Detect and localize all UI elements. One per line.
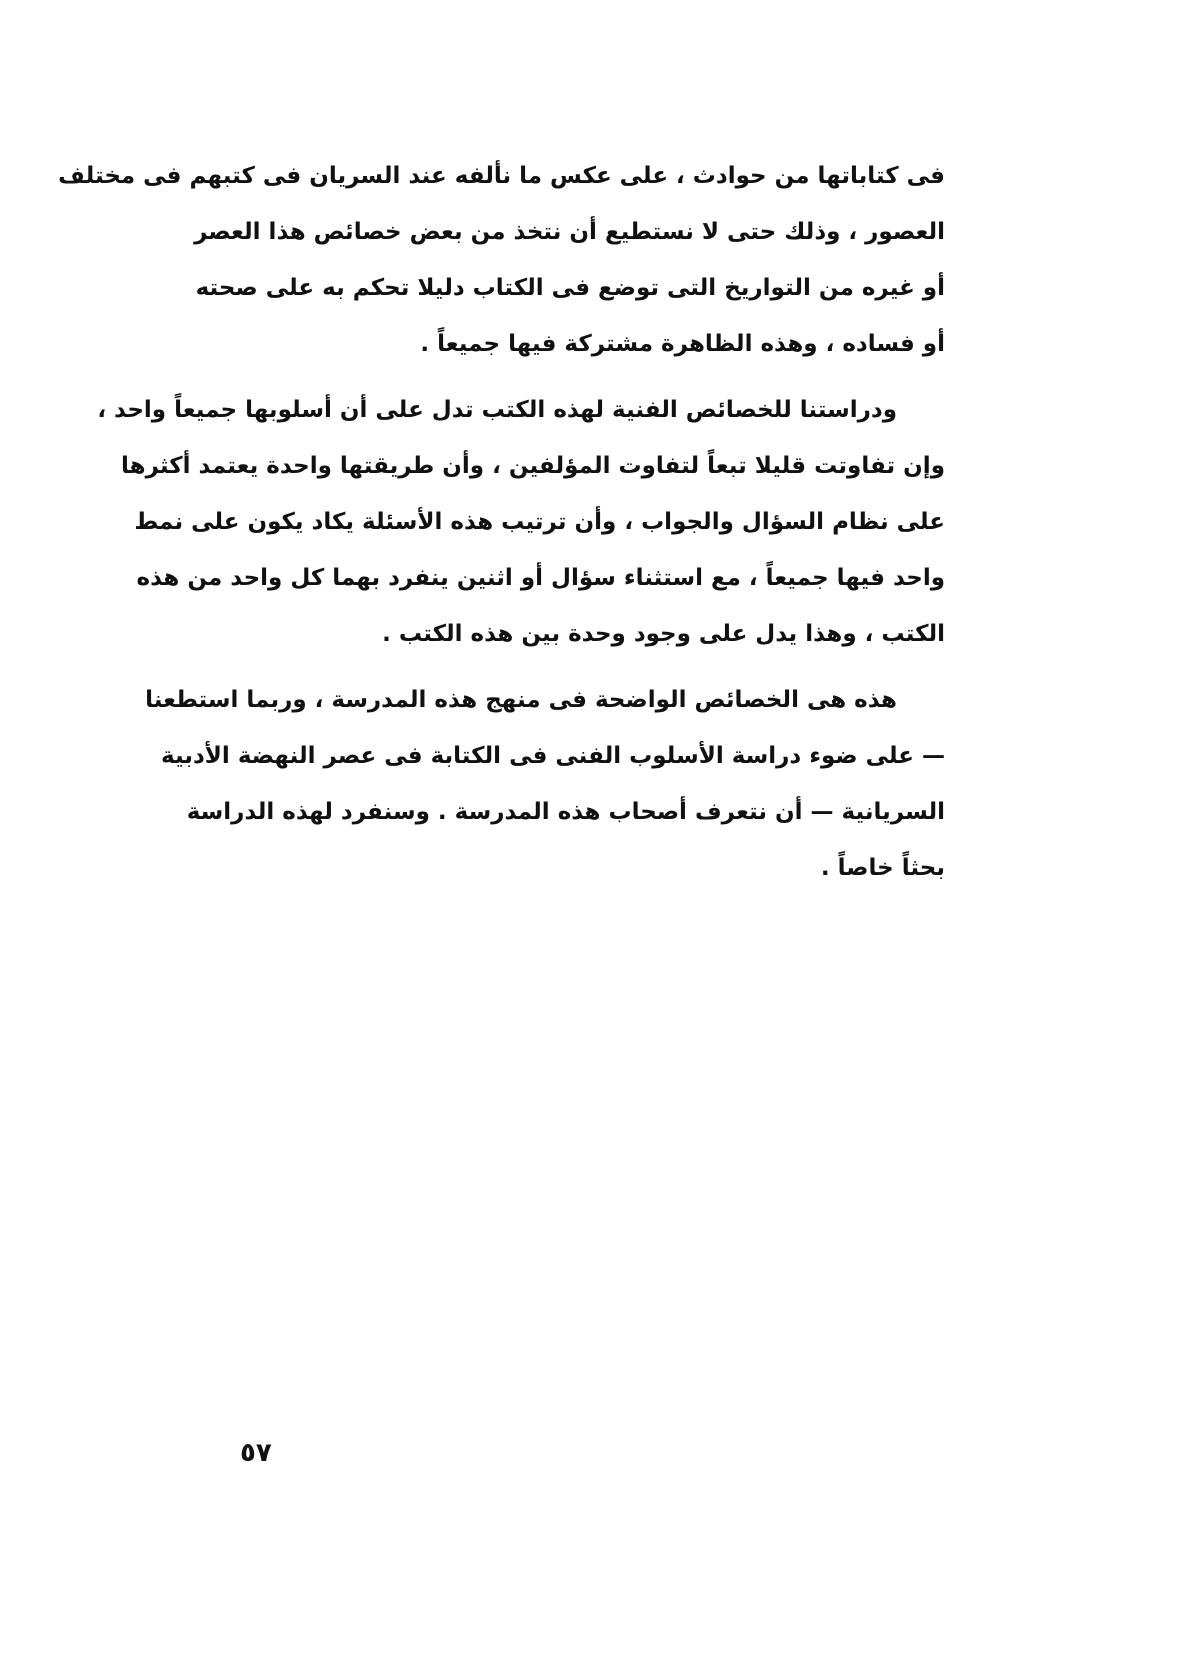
text-line: الكتب ، وهذا يدل على وجود وحدة بين هذه الكتب . [382, 621, 945, 647]
text-line: فى كتاباتها من حوادث ، على عكس ما نألفه عند السريان فى كتبهم فى مختلف [58, 163, 945, 189]
text-line: واحد فيها جميعاً ، مع استثناء سؤال أو اثنين ينفرد بهما كل واحد من هذه [136, 565, 945, 591]
text-line: على نظام السؤال والجواب ، وأن ترتيب هذه الأسئلة يكاد يكون على نمط [134, 509, 945, 535]
text-line: وإن تفاوتت قليلا تبعاً لتفاوت المؤلفين ، وأن طريقتها واحدة يعتمد أكثرها [121, 453, 945, 479]
text-line: أو فساده ، وهذه الظاهرة مشتركة فيها جميعاً . [420, 331, 945, 357]
body-text [58, 148, 945, 896]
text-line: — على ضوء دراسة الأسلوب الفنى فى الكتابة فى عصر النهضة الأدبية [161, 743, 945, 769]
text-line: العصور ، وذلك حتى لا نستطيع أن نتخذ من بعض خصائص هذا العصر [194, 219, 945, 245]
text-line: بحثاً خاصاً . [820, 855, 945, 881]
text-line: أو غيره من التواريخ التى توضع فى الكتاب دليلا تحكم به على صحته [195, 275, 945, 301]
paragraph-2 [97, 382, 945, 662]
text-line: هذه هى الخصائص الواضحة فى منهج هذه المدرسة ، وربما استطعنا [145, 687, 897, 713]
paragraph-3 [145, 672, 945, 896]
text-line: ودراستنا للخصائص الفنية لهذه الكتب تدل على أن أسلوبها جميعاً واحد ، [97, 397, 897, 423]
paragraph-1 [58, 148, 945, 372]
page-number: ٥٧ [240, 1438, 272, 1468]
text-line: السريانية — أن نتعرف أصحاب هذه المدرسة . وسنفرد لهذه الدراسة [186, 799, 945, 825]
